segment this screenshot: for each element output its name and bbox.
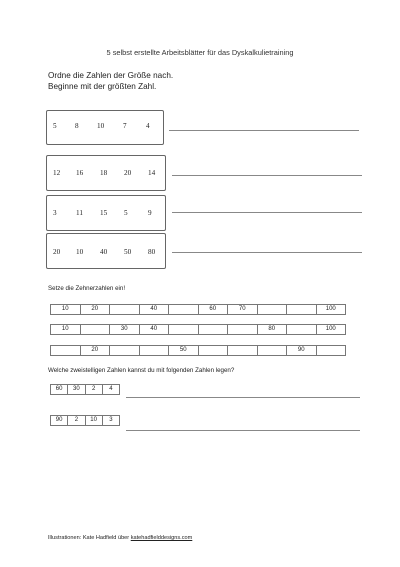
- number: 5: [124, 209, 128, 217]
- grid-cell[interactable]: [139, 346, 169, 356]
- grid-cell: 10: [51, 305, 81, 315]
- table-row: [51, 416, 120, 426]
- section-heading-tens: Setze die Zehnerzahlen ein!: [48, 285, 126, 292]
- grid-cell: 100: [316, 305, 346, 315]
- section-heading-two-digit: Welche zweistelligen Zahlen kannst du mit folgenden Zahlen legen?: [48, 367, 235, 374]
- footer-credit: [48, 535, 192, 541]
- number: 12: [53, 169, 61, 177]
- answer-line[interactable]: [126, 430, 360, 431]
- number: 11: [76, 209, 83, 217]
- grid-cell[interactable]: [257, 305, 287, 315]
- number: 9: [148, 209, 152, 217]
- number: 20: [124, 169, 132, 177]
- grid-cell[interactable]: [80, 325, 110, 335]
- grid-cell[interactable]: [316, 346, 346, 356]
- number: 7: [123, 122, 127, 130]
- number: 50: [124, 248, 132, 256]
- grid-cell[interactable]: [228, 346, 258, 356]
- number-box: [46, 195, 166, 231]
- number: 4: [146, 122, 150, 130]
- grid-cell[interactable]: [198, 325, 228, 335]
- answer-line[interactable]: [172, 252, 362, 253]
- digit-set: [50, 384, 120, 395]
- number: 15: [100, 209, 108, 217]
- footer-link[interactable]: katehadfielddesigns.com: [130, 535, 193, 541]
- grid-cell: 30: [68, 385, 85, 395]
- grid-cell: 90: [51, 416, 68, 426]
- number: 18: [100, 169, 108, 177]
- answer-line[interactable]: [169, 130, 359, 131]
- grid-cell[interactable]: [287, 305, 317, 315]
- number: 40: [100, 248, 108, 256]
- grid-cell: 2: [85, 385, 102, 395]
- number: 20: [53, 248, 61, 256]
- grid-cell: 20: [80, 305, 110, 315]
- tens-grid: [50, 345, 346, 356]
- number-box: [46, 155, 166, 191]
- footer-prefix: Illustrationen: Kate Hadfield über: [48, 535, 131, 541]
- number: 5: [53, 122, 57, 130]
- number: 16: [76, 169, 84, 177]
- grid-cell[interactable]: [228, 325, 258, 335]
- grid-cell: 3: [102, 416, 119, 426]
- number: 14: [148, 169, 156, 177]
- instruction-line-2: Beginne mit der größten Zahl.: [48, 82, 157, 91]
- table-row: [51, 305, 346, 315]
- number: 80: [148, 248, 156, 256]
- grid-cell: 90: [287, 346, 317, 356]
- page-title: 5 selbst erstellte Arbeitsblätter für das Dyskalkulietraining: [106, 48, 294, 57]
- grid-cell: 60: [51, 385, 68, 395]
- tens-grid: [50, 324, 346, 335]
- answer-line[interactable]: [126, 397, 360, 398]
- grid-cell: 40: [139, 325, 169, 335]
- grid-cell: 20: [80, 346, 110, 356]
- table-row: [51, 385, 120, 395]
- grid-cell: 10: [85, 416, 102, 426]
- grid-cell: 50: [169, 346, 199, 356]
- grid-cell[interactable]: [169, 305, 199, 315]
- grid-cell[interactable]: [257, 346, 287, 356]
- digit-set: [50, 415, 120, 426]
- number-box: [46, 233, 166, 269]
- answer-line[interactable]: [172, 212, 362, 213]
- grid-cell[interactable]: [198, 346, 228, 356]
- grid-cell[interactable]: [287, 325, 317, 335]
- table-row: [51, 325, 346, 335]
- grid-cell: 2: [68, 416, 85, 426]
- number-box: [46, 110, 164, 145]
- number: 10: [76, 248, 84, 256]
- tens-grid: [50, 304, 346, 315]
- instruction-line-1: Ordne die Zahlen der Größe nach.: [48, 71, 174, 80]
- grid-cell: 100: [316, 325, 346, 335]
- grid-cell[interactable]: [169, 325, 199, 335]
- grid-cell: 60: [198, 305, 228, 315]
- number: 3: [53, 209, 57, 217]
- grid-cell: 80: [257, 325, 287, 335]
- answer-line[interactable]: [172, 175, 362, 176]
- number: 8: [75, 122, 79, 130]
- grid-cell[interactable]: [51, 346, 81, 356]
- grid-cell: 70: [228, 305, 258, 315]
- grid-cell: 40: [139, 305, 169, 315]
- grid-cell[interactable]: [110, 346, 140, 356]
- table-row: [51, 346, 346, 356]
- grid-cell: 4: [102, 385, 119, 395]
- grid-cell: 30: [110, 325, 140, 335]
- grid-cell: 10: [51, 325, 81, 335]
- grid-cell[interactable]: [110, 305, 140, 315]
- number: 10: [97, 122, 105, 130]
